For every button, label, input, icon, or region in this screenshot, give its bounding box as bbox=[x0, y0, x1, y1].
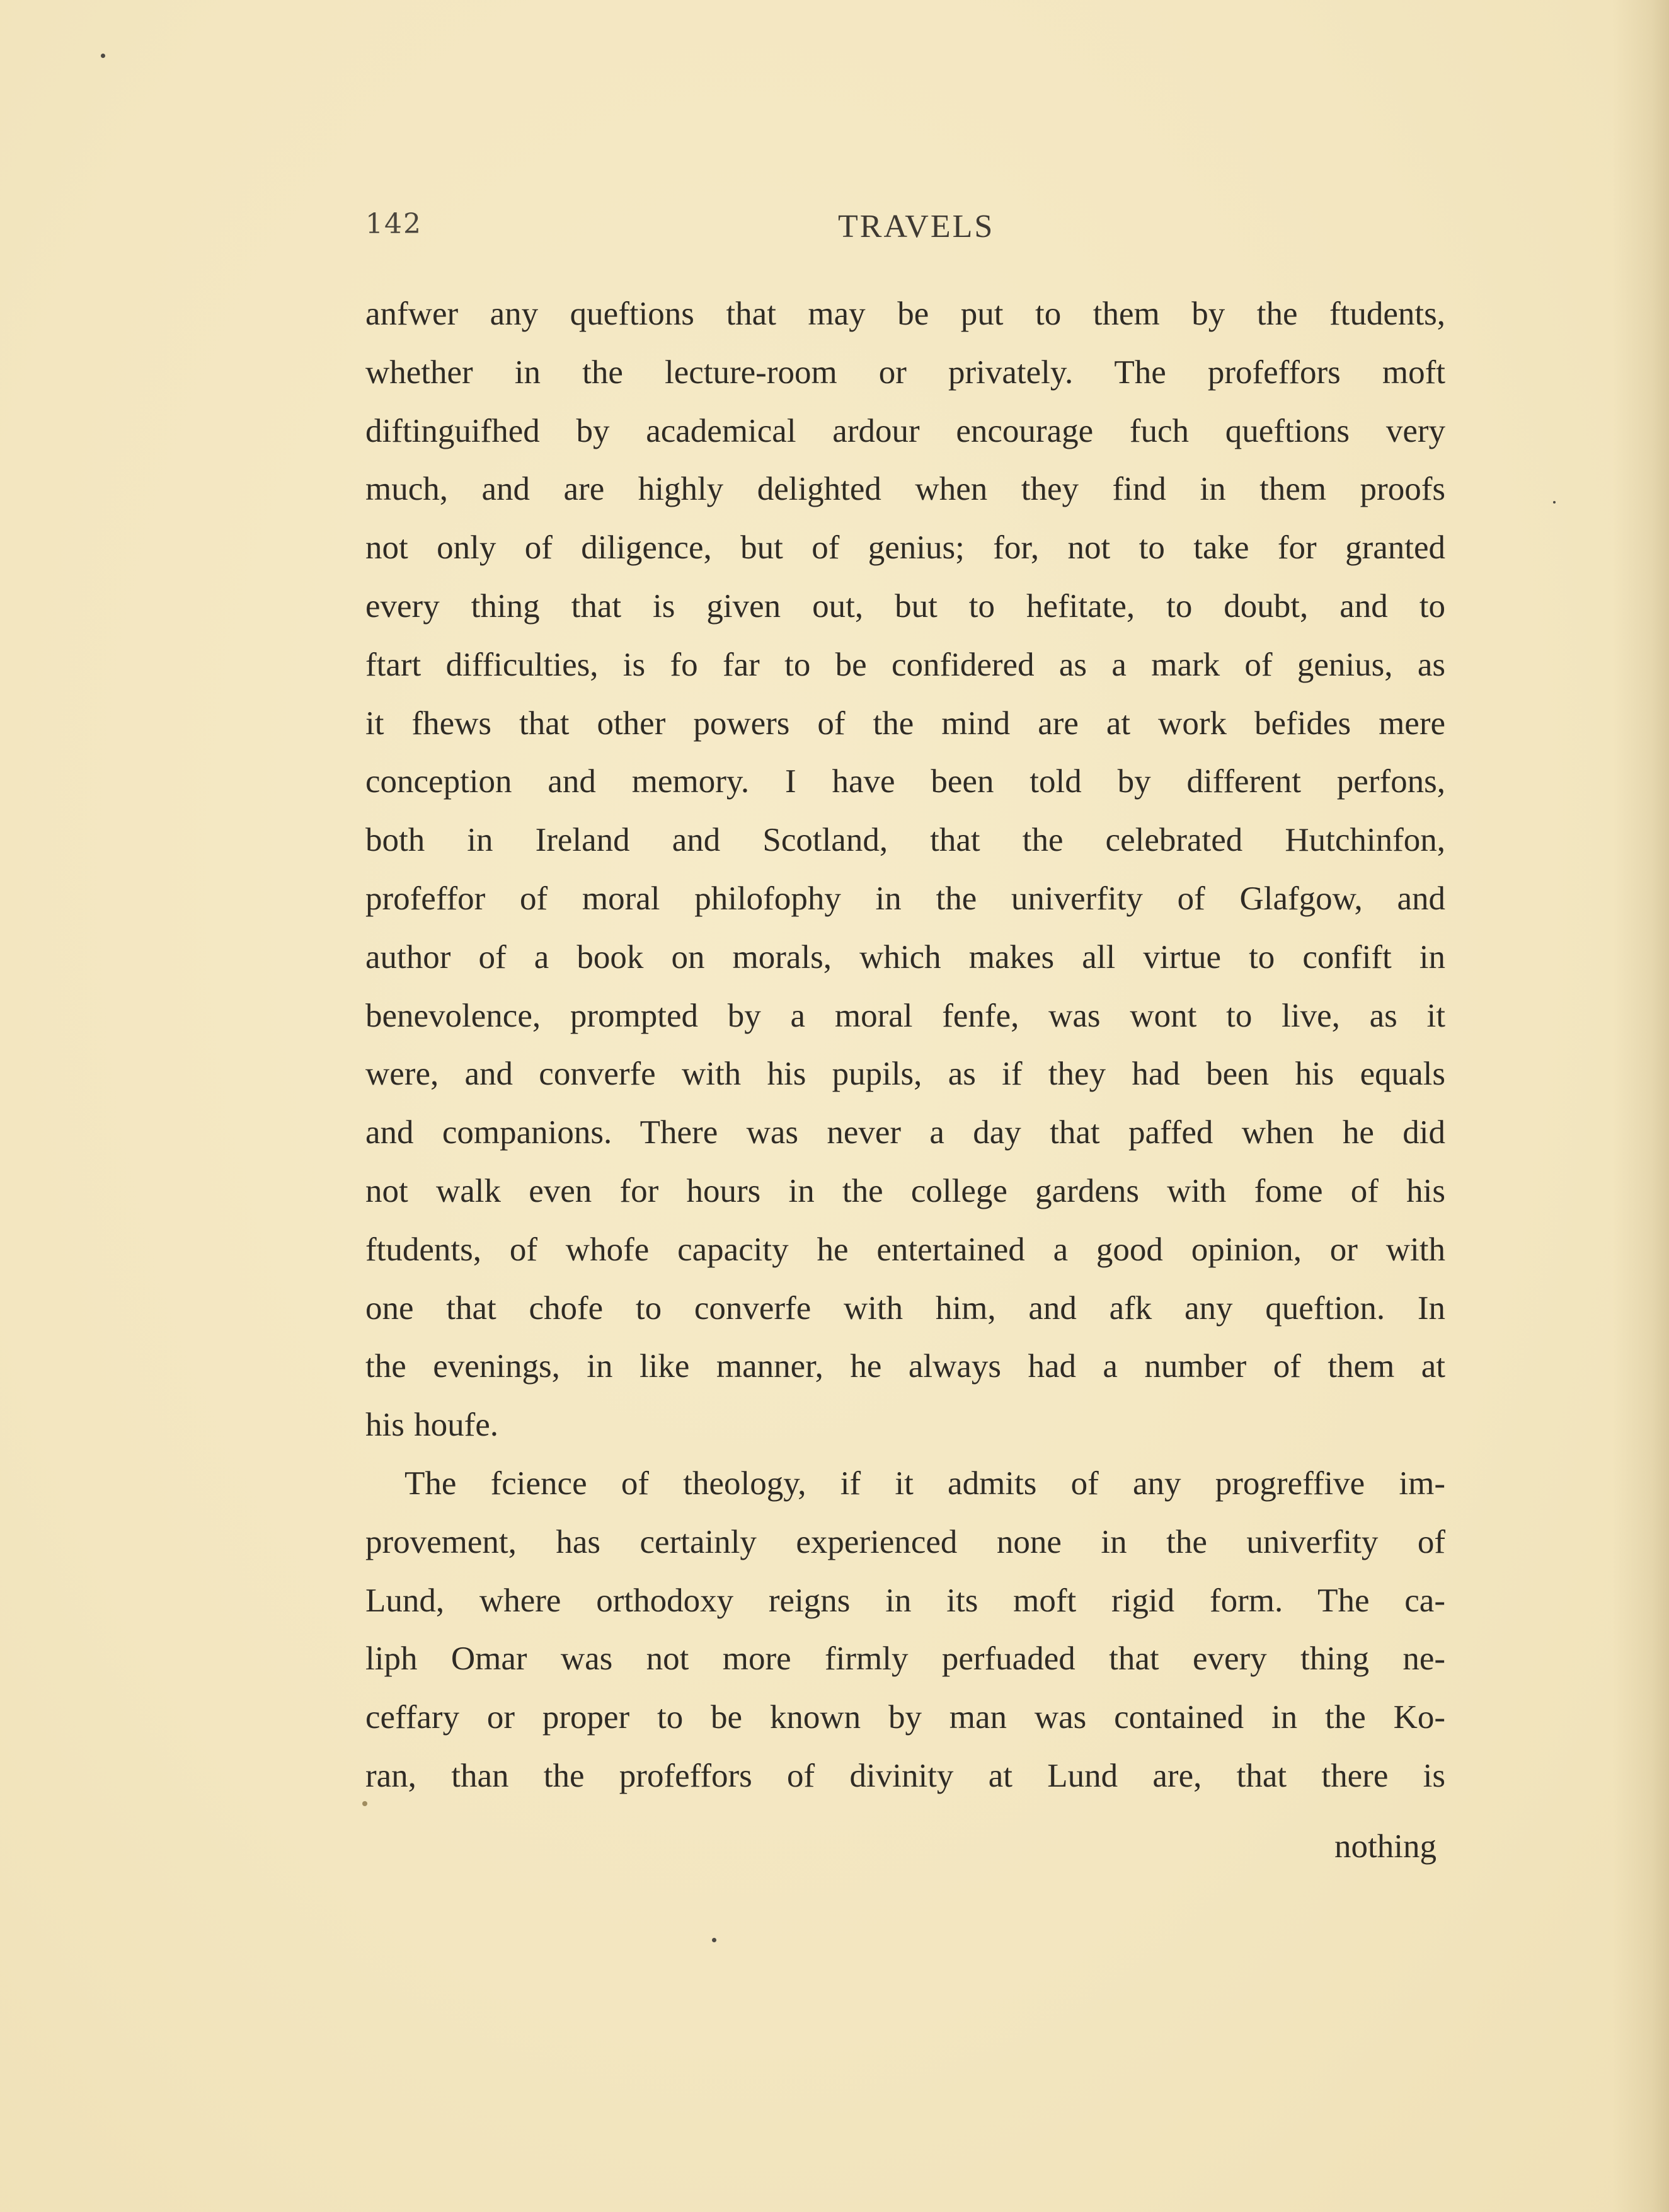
text-line: were, and converfe with his pupils, as if they had been his equals bbox=[365, 1056, 1445, 1093]
text-line: both in Ireland and Scotland, that the celebrated Hutchinfon, bbox=[365, 822, 1445, 859]
text-line: Lund, where orthodoxy reigns in its moft rigid form. The ca- bbox=[365, 1582, 1445, 1619]
text-line: The fcience of theology, if it admits of any progreffive im- bbox=[404, 1465, 1445, 1502]
text-line: profeffor of moral philofophy in the univerfity of Glafgow, and bbox=[365, 880, 1445, 917]
running-head bbox=[365, 208, 1449, 265]
text-line: benevolence, prompted by a moral fenfe, was wont to live, as it bbox=[365, 997, 1445, 1034]
page-number: 142 bbox=[365, 208, 422, 240]
text-line: and companions. There was never a day that paffed when he did bbox=[365, 1114, 1445, 1151]
text-line: ftart difficulties, is fo far to be confidered as a mark of genius, as bbox=[365, 646, 1445, 683]
text-line: anfwer any queftions that may be put to them by the ftudents, bbox=[365, 296, 1445, 332]
text-line: provement, has certainly experienced none in the univerfity of bbox=[365, 1523, 1445, 1560]
text-line: one that chofe to converfe with him, and afk any queftion. In bbox=[365, 1289, 1445, 1327]
text-line: diftinguifhed by academical ardour encourage fuch queftions very bbox=[365, 412, 1445, 449]
text-line: not walk even for hours in the college gardens with fome of his bbox=[365, 1172, 1445, 1209]
text-line: whether in the lecture-room or privately. The profeffors moft bbox=[365, 354, 1445, 391]
text-line: it fhews that other powers of the mind are at work befides mere bbox=[365, 705, 1445, 742]
text-line: conception and memory. I have been told by different perfons, bbox=[365, 763, 1445, 800]
text-line: ceffary or proper to be known by man was contained in the Ko- bbox=[365, 1699, 1445, 1736]
paper-speck bbox=[1553, 501, 1556, 504]
paper-speck bbox=[101, 54, 105, 58]
page-edge-shadow bbox=[1612, 0, 1669, 2212]
body-text bbox=[365, 285, 1445, 1806]
text-line: much, and are highly delighted when they find in them proofs bbox=[365, 471, 1445, 508]
text-line: author of a book on morals, which makes all virtue to confift in bbox=[365, 938, 1445, 976]
paper-speck bbox=[712, 1938, 716, 1942]
catchword: nothing bbox=[1334, 1828, 1437, 1865]
text-line: ftudents, of whofe capacity he entertained a good opinion, or with bbox=[365, 1231, 1445, 1268]
text-line: every thing that is given out, but to hefitate, to doubt, and to bbox=[365, 587, 1445, 625]
text-line: not only of diligence, but of genius; for, not to take for granted bbox=[365, 529, 1445, 567]
text-line: ran, than the profeffors of divinity at Lund are, that there is bbox=[365, 1757, 1445, 1794]
text-line: the evenings, in like manner, he always had a number of them at bbox=[365, 1348, 1445, 1385]
running-title: TRAVELS bbox=[838, 209, 995, 245]
text-line: his houfe. bbox=[365, 1407, 499, 1444]
text-line: liph Omar was not more firmly perfuaded that every thing ne- bbox=[365, 1640, 1445, 1678]
